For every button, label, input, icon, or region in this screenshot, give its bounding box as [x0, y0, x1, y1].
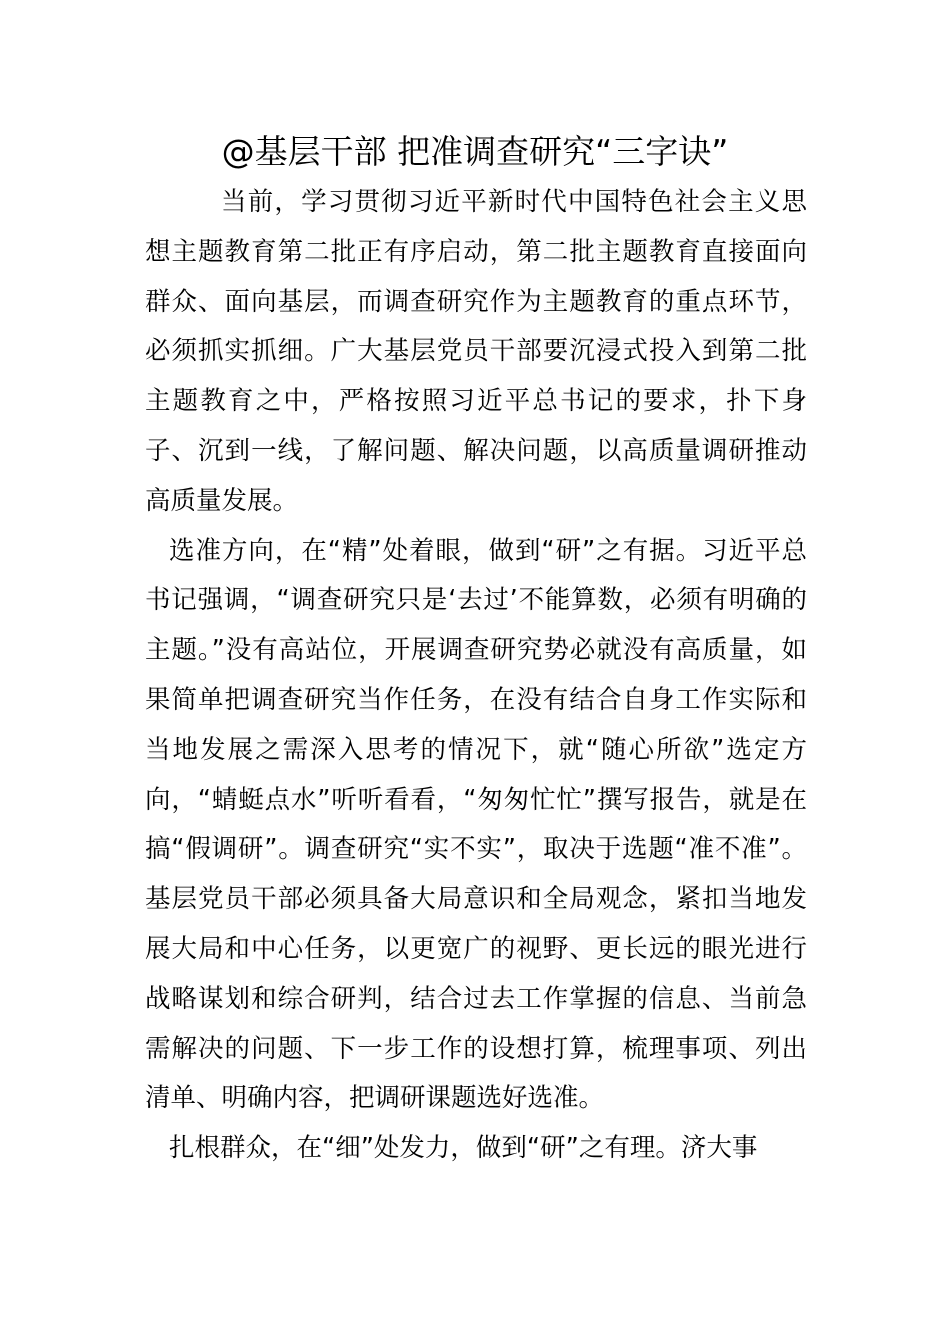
document-title: @基层干部 把准调查研究“三字诀”	[221, 132, 729, 171]
paragraph-choose-direction: 选准方向，在“精”处着眼，做到“研”之有据。习近平总书记强调，“调查研究只是‘去过’不能算数，必须有明确的主题。”没有高站位，开展调查研究势必就没有高质量，如果简单把调查研究当作任务，在没有结合自身工作实际和当地发展之需深入思考的情况下，就“随心所欲”选定方向，“蜻蜓点水”听听看看，“匆匆忙忙”撰写报告，就是在搞“假调研”。调查研究“实不实”，取决于选题“准不准”。基层党员干部必须具备大局意识和全局观念，紧扣当地发展大局和中心任务，以更宽广的视野、更长远的眼光进行战略谋划和综合研判，结合过去工作掌握的信息、当前急需解决的问题、下一步工作的设想打算，梳理事项、列出清单、明确内容，把调研课题选好选准。	[145, 535, 807, 1114]
paragraph-root-in-masses: 扎根群众，在“细”处发力，做到“研”之有理。济大事	[169, 1133, 758, 1164]
paragraph-intro: 当前，学习贯彻习近平新时代中国特色社会主义思想主题教育第二批正有序启动，第二批主题教育直接面向群众、面向基层，而调查研究作为主题教育的重点环节，必须抓实抓细。广大基层党员干部要沉浸式投入到第二批主题教育之中，严格按照习近平总书记的要求，扑下身子、沉到一线，了解问题、解决问题，以高质量调研推动高质量发展。	[145, 187, 807, 516]
document-body	[145, 178, 807, 1174]
